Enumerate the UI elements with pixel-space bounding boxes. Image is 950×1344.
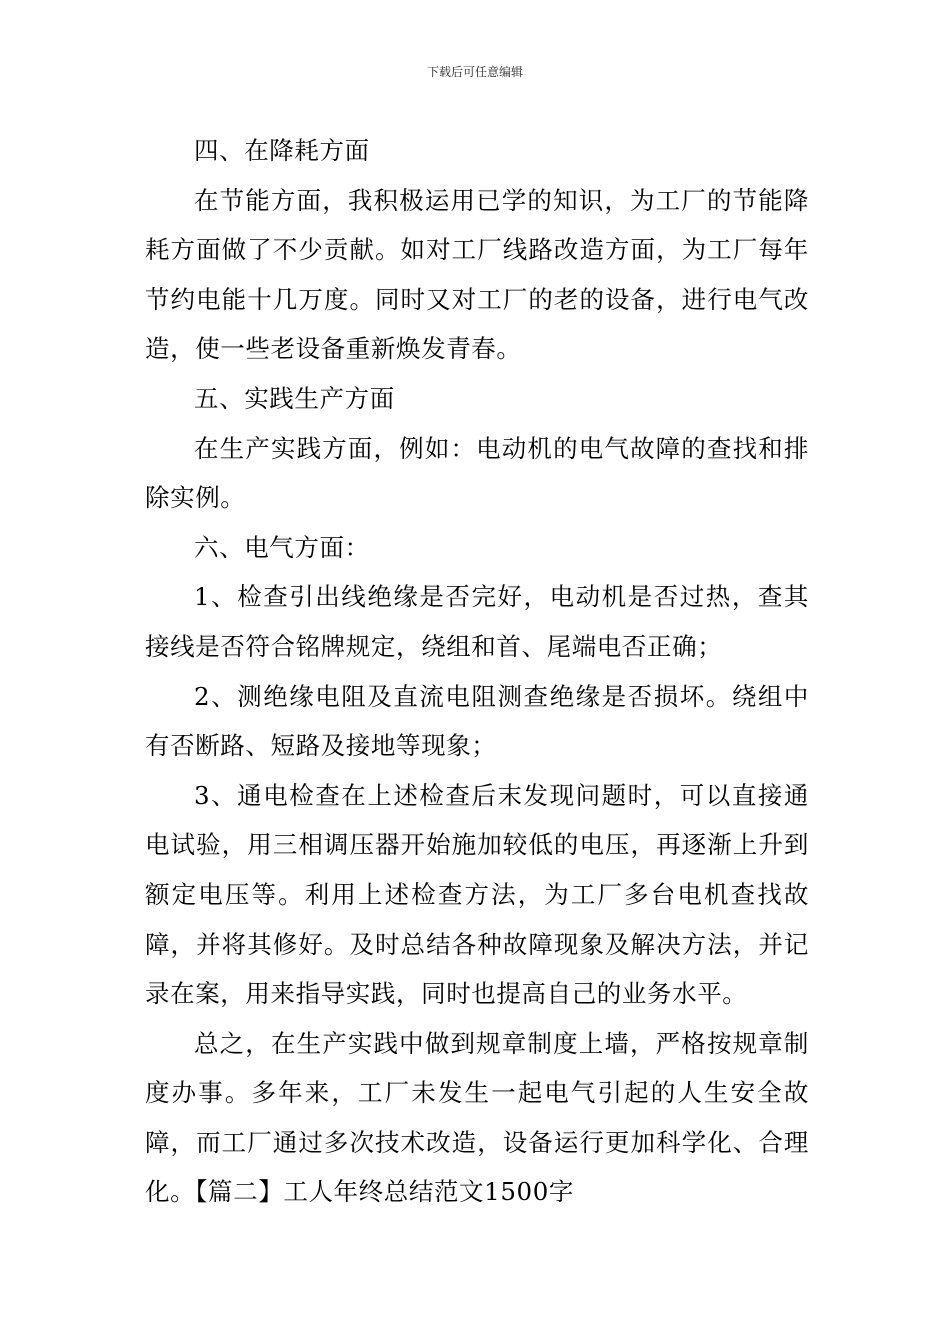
document-body [145,126,809,1217]
paragraph-summary: 总之，在生产实践中做到规章制度上墙，严格按规章制度办事。多年来，工厂未发生一起电气引起的人生安全故障，而工厂通过多次技术改造，设备运行更加科学化、合理化。【篇二】工人年终总结范文1500字 [145,1028,809,1207]
section-heading-energy-saving: 四、在降耗方面 [194,136,370,165]
page-header: 下载后可任意编辑 [426,65,523,79]
section-heading-production-practice: 五、实践生产方面 [194,383,395,413]
list-item-1: 1、检查引出线绝缘是否完好，电动机是否过热，查其接线是否符合铭牌规定，绕组和首、尾端电否正确； [145,582,809,661]
list-item-2: 2、测绝缘电阻及直流电阻测查绝缘是否损坏。绕组中有否断路、短路及接地等现象； [145,681,809,761]
paragraph-production-practice: 在生产实践方面，例如：电动机的电气故障的查找和排除实例。 [145,433,809,513]
paragraph-energy-saving: 在节能方面，我积极运用已学的知识，为工厂的节能降耗方面做了不少贡献。如对工厂线路改造方面，为工厂每年节约电能十几万度。同时又对工厂的老的设备，进行电气改造，使一些老设备重新焕发青春。 [145,185,809,364]
section-heading-electrical: 六、电气方面： [194,532,370,562]
list-item-3: 3、通电检查在上述检查后末发现问题时，可以直接通电试验，用三相调压器开始施加较低的电压，再逐渐上升到额定电压等。利用上述检查方法，为工厂多台电机查找故障，并将其修好。及时总结各种故障现象及解决方法，并记录在案，用来指导实践，同时也提高自己的业务水平。 [145,780,809,1009]
